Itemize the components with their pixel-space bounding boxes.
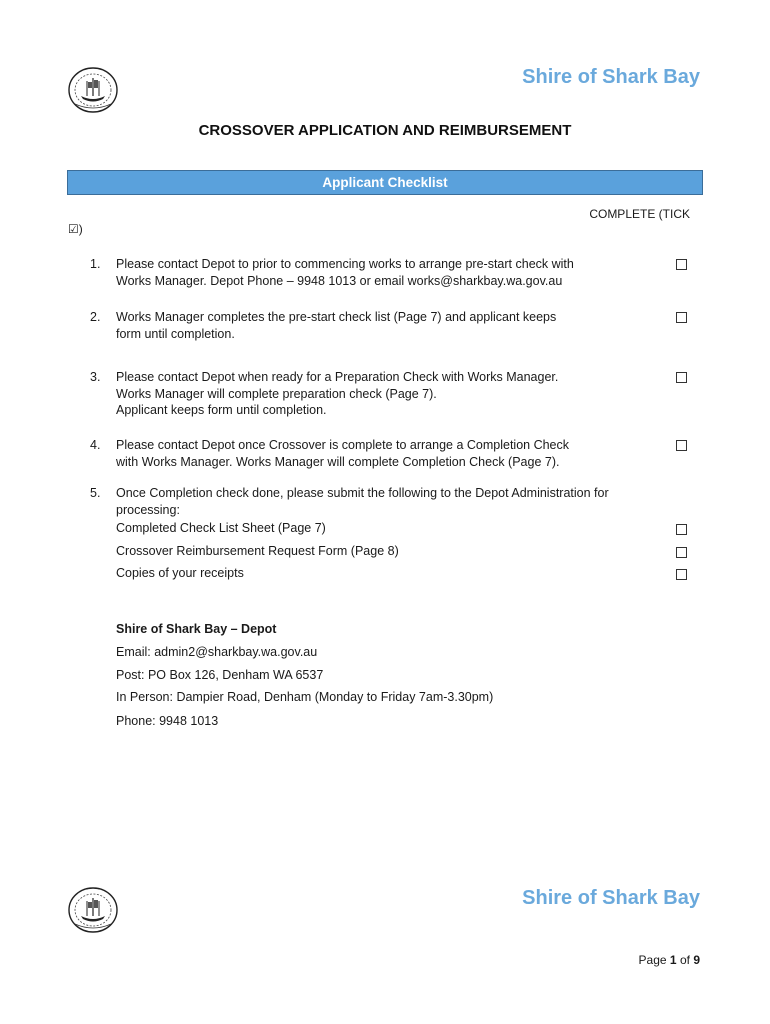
checklist-item-4 (90, 437, 670, 470)
item-line: Once Completion check done, please submit the following to the Depot Administration for (116, 486, 609, 500)
contact-email: Email: admin2@sharkbay.wa.gov.au (116, 645, 318, 659)
item-line: Applicant keeps form until completion. (116, 403, 327, 417)
item-number: 1. (90, 257, 101, 271)
shire-seal-logo (67, 66, 119, 114)
sub-item-reimbursement-form: Crossover Reimbursement Request Form (Page 8) (116, 544, 399, 558)
item-number: 4. (90, 438, 101, 452)
footer-brand: Shire of Shark Bay (522, 887, 700, 909)
contact-in-person: In Person: Dampier Road, Denham (Monday to Friday 7am-3.30pm) (116, 690, 494, 704)
item-2-checkbox[interactable] (676, 312, 687, 323)
page-current: 1 (669, 953, 677, 967)
sub-item-2-checkbox[interactable] (676, 547, 687, 558)
contact-heading: Shire of Shark Bay – Depot (116, 622, 277, 636)
item-line: Please contact Depot when ready for a Preparation Check with Works Manager. (116, 370, 559, 384)
document-title: CROSSOVER APPLICATION AND REIMBURSEMENT (198, 122, 572, 139)
checklist-item-3 (90, 369, 670, 419)
page-total: 9 (693, 953, 700, 967)
item-number: 3. (90, 370, 101, 384)
item-line: Works Manager will complete preparation check (Page 7). (116, 386, 437, 401)
tick-hint: ☑) (68, 222, 83, 236)
banner-label: Applicant Checklist (322, 175, 448, 190)
sub-item-receipts: Copies of your receipts (116, 566, 244, 580)
page-of: of (679, 953, 690, 967)
item-4-checkbox[interactable] (676, 440, 687, 451)
item-line: Works Manager completes the pre-start check list (Page 7) and applicant keeps (116, 310, 557, 324)
item-line: with Works Manager. Works Manager will complete Completion Check (Page 7). (116, 454, 560, 469)
sub-item-check-list: Completed Check List Sheet (Page 7) (116, 521, 326, 535)
item-line: processing: (116, 502, 180, 517)
item-3-checkbox[interactable] (676, 372, 687, 383)
applicant-checklist-banner (67, 170, 703, 195)
header-brand: Shire of Shark Bay (522, 66, 700, 88)
item-number: 2. (90, 310, 101, 324)
item-1-checkbox[interactable] (676, 259, 687, 270)
page-number (639, 953, 700, 967)
item-number: 5. (90, 486, 101, 500)
complete-column-label: COMPLETE (TICK (589, 207, 690, 221)
sub-item-3-checkbox[interactable] (676, 569, 687, 580)
item-line: Please contact Depot once Crossover is complete to arrange a Completion Check (116, 438, 570, 452)
sub-item-1-checkbox[interactable] (676, 524, 687, 535)
item-line: Please contact Depot to prior to commencing works to arrange pre-start check with (116, 257, 574, 271)
item-line: Works Manager. Depot Phone – 9948 1013 or email works@sharkbay.wa.gov.au (116, 273, 563, 288)
checklist-item-2 (90, 309, 670, 342)
checklist-item-1 (90, 256, 670, 289)
page-prefix: Page (638, 953, 667, 967)
checklist-item-5 (90, 485, 690, 518)
footer-shire-seal-logo (67, 886, 119, 934)
contact-phone: Phone: 9948 1013 (116, 714, 219, 728)
contact-post: Post: PO Box 126, Denham WA 6537 (116, 668, 324, 682)
item-line: form until completion. (116, 326, 235, 341)
